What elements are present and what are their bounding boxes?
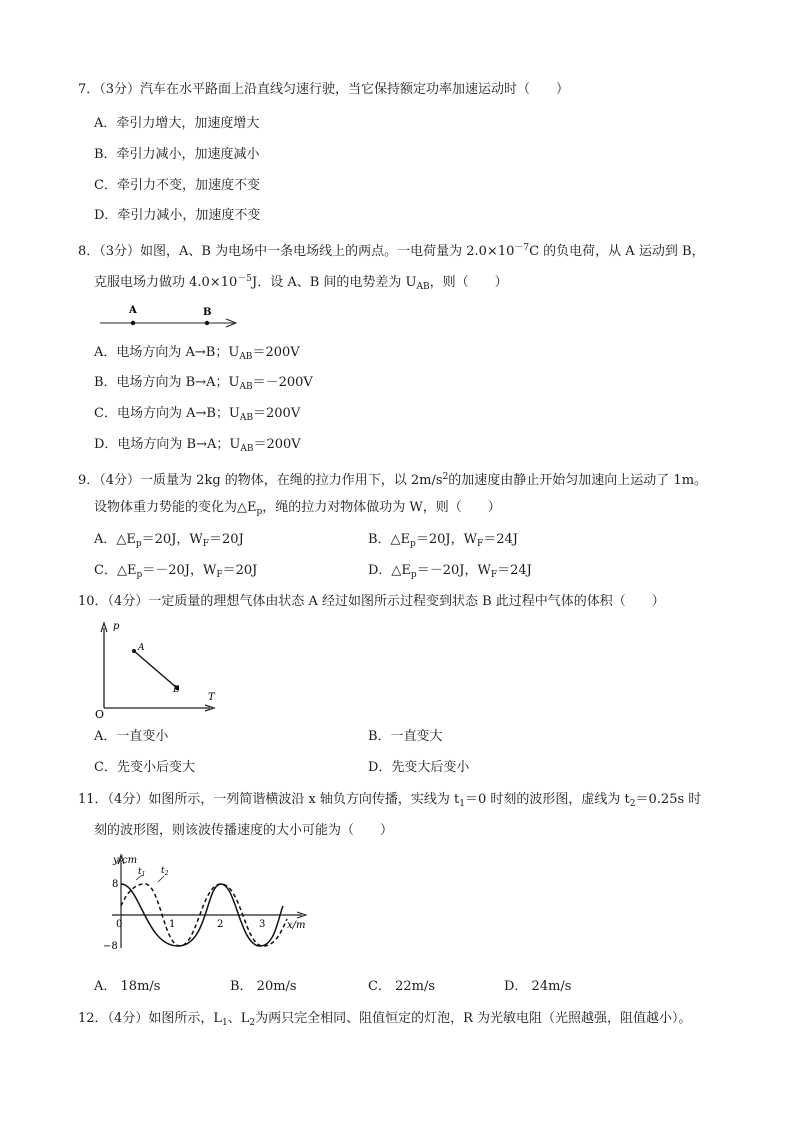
state-a-label: A: [138, 643, 145, 653]
q8-field-line-figure: [100, 300, 240, 330]
origin-label: O: [95, 708, 105, 721]
x-axis-label: x/m: [287, 920, 306, 931]
q10-option-b: B．一直变大: [368, 729, 443, 744]
q10-option-d: D．先变大后变小: [368, 760, 470, 775]
x-tick-2: 2: [217, 919, 224, 930]
state-b-label: B: [173, 685, 180, 695]
t2-leader: [158, 876, 164, 882]
process-a-to-b: [134, 651, 177, 688]
q8-option-d: D．电场方向为 B→A；$U_{AB}=200V$: [94, 437, 301, 454]
q11-option-b: B． 20m/s: [230, 979, 297, 994]
y-axis-label: y/cm: [113, 855, 138, 866]
q11-stem-line2: 刻的波形图，则该波传播速度的大小可能为（ ）: [94, 823, 394, 838]
q7-stem: 7．（3分）汽车在水平路面上沿直线匀速行驶，当它保持额定功率加速运动时（ ）: [78, 82, 570, 97]
point-a-dot: [131, 321, 135, 325]
q8-stem-line2: 克服电场力做功 $4.0\times 10^{-5}J$．设 A、B 间的电势差为 $U_{AB}$，则（ ）: [94, 274, 508, 292]
q11-stem-line1: 11．（4分）如图所示，一列简谐横波沿 x 轴负方向传播，实线为 $t_1=0$ 时刻的波形图，虚线为 $t_2=0.25s$ 时: [78, 792, 702, 809]
x-tick-3: 3: [259, 919, 266, 930]
y-tick-positive: 8: [112, 879, 119, 890]
q9-stem-line1: 9．（4分）一质量为 2kg 的物体，在绳的拉力作用下，以 $2m/s^2$的加速度由静止开始匀加速向上运动了 1m。: [78, 472, 708, 488]
q7-option-a: A．牵引力增大，加速度增大: [94, 116, 260, 131]
curve-t1-label: $t_1$: [138, 867, 146, 878]
q10-option-a: A．一直变小: [94, 729, 169, 744]
q7-option-d: D．牵引力减小，加速度不变: [94, 208, 261, 223]
q9-option-a: A．$\triangle E_p=20J$，$W_F=20J$: [94, 532, 244, 549]
state-a-dot: [132, 649, 136, 653]
q8-option-c: C．电场方向为 A→B；$U_{AB}=200V$: [94, 406, 301, 423]
q7-option-c: C．牵引力不变，加速度不变: [94, 178, 260, 193]
q9-option-d: D．$\triangle E_p=-20J$，$W_F=24J$: [368, 563, 532, 580]
q10-pt-graph: [94, 620, 224, 720]
x-tick-1: 1: [169, 919, 176, 930]
q7-option-b: B．牵引力减小，加速度减小: [94, 147, 260, 162]
t-axis-label: T: [208, 692, 215, 703]
q8-stem-line1: 8．（3分）如图，A、B 为电场中一条电场线上的两点。一电荷量为 $2.0\times 10^{-7}C$ 的负电荷，从 A 运动到 B，: [78, 243, 705, 259]
p-axis-label: p: [113, 621, 120, 632]
q10-option-c: C．先变小后变大: [94, 760, 195, 775]
q12-stem: 12．（4分）如图所示，$L_1$、$L_2$为两只完全相同、阻值恒定的灯泡，R 为光敏电阻（光照越强，阻值越小）。: [78, 1011, 692, 1028]
x-tick-0: 0: [116, 919, 123, 930]
q8-option-b: B．电场方向为 B→A；$U_{AB}=-200V$: [94, 375, 313, 392]
q11-option-a: A． 18m/s: [94, 979, 161, 994]
q9-option-b: B．$\triangle E_p=20J$，$W_F=24J$: [368, 532, 518, 549]
curve-t2-label: $t_2$: [161, 866, 169, 877]
q11-option-c: C． 22m/s: [368, 979, 435, 994]
q10-stem: 10．（4分）一定质量的理想气体由状态 A 经过如图所示过程变到状态 B 此过程中气体的体积（ ）: [78, 594, 665, 609]
point-b-dot: [205, 321, 209, 325]
y-tick-negative: −8: [103, 941, 118, 952]
q9-option-c: C．$\triangle E_p=-20J$，$W_F=20J$: [94, 563, 258, 580]
q9-stem-line2: 设物体重力势能的变化为$\triangle E_p$，绳的拉力对物体做功为 W，则（ ）: [94, 500, 501, 517]
point-b-label: B: [203, 307, 212, 318]
q11-wave-graph: [100, 850, 315, 955]
q8-option-a: A．电场方向为 A→B；$U_{AB}=200V$: [94, 345, 300, 362]
q11-option-d: D． 24m/s: [504, 979, 572, 994]
point-a-label: A: [129, 305, 137, 316]
